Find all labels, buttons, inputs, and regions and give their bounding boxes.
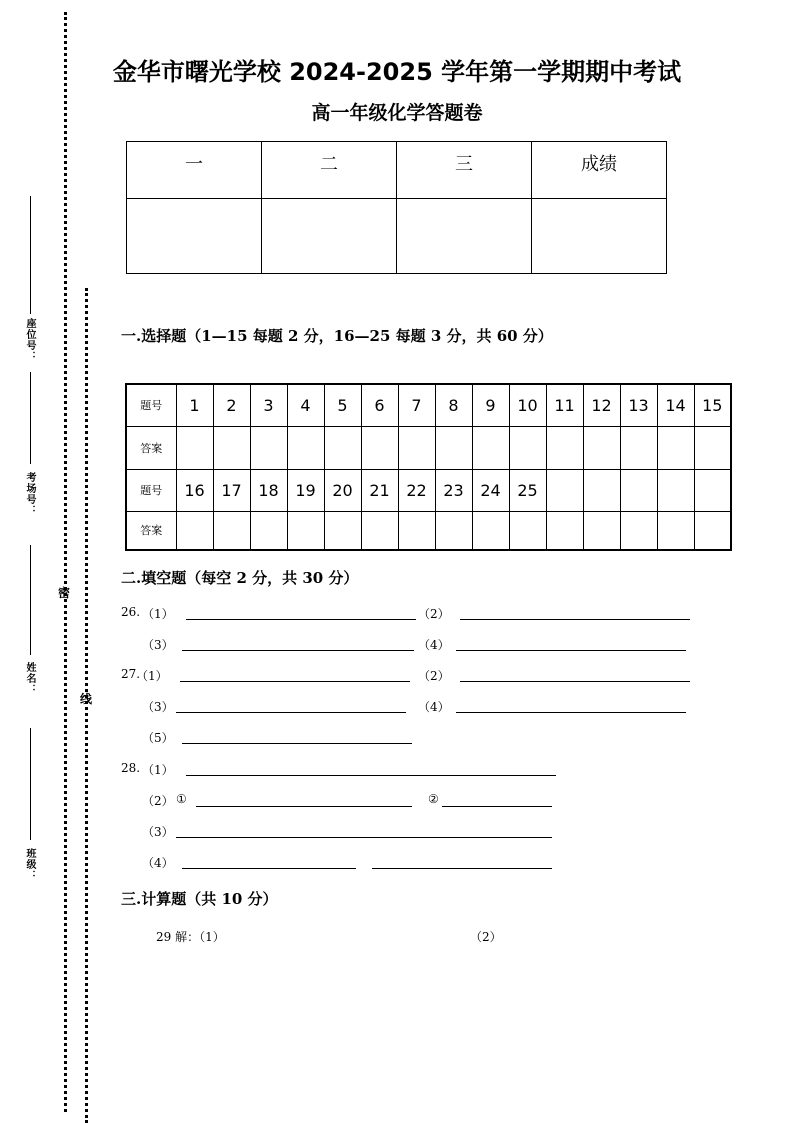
q26-part1-label: （1） xyxy=(142,607,174,621)
score-cell[interactable] xyxy=(262,199,397,274)
question-number: 4 xyxy=(287,384,324,426)
q27-part3-blank[interactable] xyxy=(176,712,406,713)
q28-part3-label: （3） xyxy=(142,825,174,839)
question-number: 25 xyxy=(509,469,546,511)
question-number: 8 xyxy=(435,384,472,426)
q26-part3-label: （3） xyxy=(142,638,174,652)
question-number: 13 xyxy=(620,384,657,426)
score-cell[interactable] xyxy=(127,199,262,274)
question-number: 24 xyxy=(472,469,509,511)
empty-cell xyxy=(546,511,583,550)
q28-part1-blank[interactable] xyxy=(186,775,556,776)
question-number: 16 xyxy=(176,469,213,511)
question-number: 10 xyxy=(509,384,546,426)
score-cell[interactable] xyxy=(397,199,532,274)
q26-part4-blank[interactable] xyxy=(456,650,686,651)
question-number: 15 xyxy=(694,384,731,426)
q27-part2-label: （2） xyxy=(418,669,450,683)
answer-cell[interactable] xyxy=(324,511,361,550)
empty-cell xyxy=(657,469,694,511)
question-number: 5 xyxy=(324,384,361,426)
row-label-answer: 答案 xyxy=(126,511,176,550)
answer-cell[interactable] xyxy=(583,426,620,469)
answer-cell[interactable] xyxy=(435,426,472,469)
answer-cell[interactable] xyxy=(398,511,435,550)
section2-heading: 二.填空题（每空 2 分，共 30 分） xyxy=(121,569,359,587)
answer-cell[interactable] xyxy=(361,426,398,469)
q27-part5-label: （5） xyxy=(142,731,174,745)
q26-part3-blank[interactable] xyxy=(182,650,414,651)
question-number: 1 xyxy=(176,384,213,426)
question-number: 11 xyxy=(546,384,583,426)
answer-cell[interactable] xyxy=(250,426,287,469)
q27-part3-label: （3） xyxy=(142,700,174,714)
answer-cell[interactable] xyxy=(250,511,287,550)
q28-part4-blank1[interactable] xyxy=(182,868,356,869)
question-number: 14 xyxy=(657,384,694,426)
score-header-3: 三 xyxy=(397,142,532,199)
q29-part1-label: 29 解：（1） xyxy=(156,930,225,944)
q26-part1-blank[interactable] xyxy=(186,619,416,620)
name-blank[interactable] xyxy=(30,545,31,655)
question-number: 20 xyxy=(324,469,361,511)
section3-heading: 三.计算题（共 10 分） xyxy=(121,890,278,908)
answer-cell[interactable] xyxy=(435,511,472,550)
q28-number: 28. xyxy=(121,761,141,775)
question-number: 21 xyxy=(361,469,398,511)
answer-cell[interactable] xyxy=(176,426,213,469)
answer-cell[interactable] xyxy=(509,426,546,469)
score-header-2: 二 xyxy=(262,142,397,199)
q28-part2-label: （2） xyxy=(142,794,174,808)
answer-cell[interactable] xyxy=(361,511,398,550)
question-number: 19 xyxy=(287,469,324,511)
answer-cell[interactable] xyxy=(657,426,694,469)
q27-part4-label: （4） xyxy=(418,700,450,714)
empty-cell xyxy=(546,469,583,511)
q28-part1-label: （1） xyxy=(142,763,174,777)
empty-cell xyxy=(620,511,657,550)
answer-cell[interactable] xyxy=(509,511,546,550)
answer-cell[interactable] xyxy=(472,511,509,550)
q28-part2-blank2[interactable] xyxy=(442,806,552,807)
outer-dotted-binding-line xyxy=(64,12,67,1112)
question-number: 7 xyxy=(398,384,435,426)
class-label: 班级： xyxy=(24,848,35,881)
q27-part5-blank[interactable] xyxy=(182,743,412,744)
row-label-number: 题号 xyxy=(126,469,176,511)
question-number: 17 xyxy=(213,469,250,511)
section1-heading: 一.选择题（1—15 每题 2 分，16—25 每题 3 分，共 60 分） xyxy=(121,327,553,345)
page-subtitle: 高一年级化学答题卷 xyxy=(311,102,483,124)
question-number: 3 xyxy=(250,384,287,426)
seal-char-mi: 密 xyxy=(58,586,71,600)
q26-part2-blank[interactable] xyxy=(460,619,690,620)
seat-number-label: 座位号： xyxy=(24,318,35,362)
name-label: 姓名： xyxy=(24,662,35,695)
question-number: 23 xyxy=(435,469,472,511)
empty-cell xyxy=(620,469,657,511)
answer-cell[interactable] xyxy=(398,426,435,469)
score-header-1: 一 xyxy=(127,142,262,199)
question-number: 12 xyxy=(583,384,620,426)
answer-cell[interactable] xyxy=(287,426,324,469)
q26-part2-label: （2） xyxy=(418,607,450,621)
empty-cell xyxy=(694,511,731,550)
answer-cell[interactable] xyxy=(213,426,250,469)
answer-cell[interactable] xyxy=(176,511,213,550)
answer-cell[interactable] xyxy=(472,426,509,469)
q27-part2-blank[interactable] xyxy=(460,681,690,682)
question-number: 18 xyxy=(250,469,287,511)
score-header-total: 成绩 xyxy=(532,142,667,199)
empty-cell xyxy=(583,511,620,550)
question-number: 6 xyxy=(361,384,398,426)
q27-number: 27. xyxy=(121,667,141,681)
q28-part4-label: （4） xyxy=(142,856,174,870)
page-title: 金华市曙光学校 2024-2025 学年第一学期期中考试 xyxy=(112,58,682,86)
class-blank[interactable] xyxy=(30,728,31,840)
question-number: 2 xyxy=(213,384,250,426)
row-label-number: 题号 xyxy=(126,384,176,426)
answer-cell[interactable] xyxy=(324,426,361,469)
q28-part3-blank[interactable] xyxy=(176,837,552,838)
answer-grid xyxy=(125,383,732,551)
q28-part2-blank1[interactable] xyxy=(196,806,412,807)
q27-part4-blank[interactable] xyxy=(456,712,686,713)
q26-number: 26. xyxy=(121,605,141,619)
question-number: 22 xyxy=(398,469,435,511)
exam-room-label: 考场号： xyxy=(24,472,35,516)
q27-part1-label: （1） xyxy=(136,669,168,683)
question-number: 9 xyxy=(472,384,509,426)
score-cell[interactable] xyxy=(532,199,667,274)
score-table xyxy=(126,141,667,274)
q29-part2-label: （2） xyxy=(470,930,502,944)
empty-cell xyxy=(657,511,694,550)
empty-cell xyxy=(694,469,731,511)
answer-cell[interactable] xyxy=(694,426,731,469)
row-label-answer: 答案 xyxy=(126,426,176,469)
q28-circle1: ① xyxy=(176,792,187,806)
q28-part4-blank2[interactable] xyxy=(372,868,552,869)
seal-char-xian: 线 xyxy=(80,692,93,706)
q27-part1-blank[interactable] xyxy=(180,681,410,682)
empty-cell xyxy=(583,469,620,511)
seat-number-blank[interactable] xyxy=(30,196,31,314)
answer-cell[interactable] xyxy=(620,426,657,469)
exam-room-blank[interactable] xyxy=(30,372,31,464)
answer-cell[interactable] xyxy=(546,426,583,469)
q26-part4-label: （4） xyxy=(418,638,450,652)
q28-circle2: ② xyxy=(428,792,439,806)
answer-cell[interactable] xyxy=(213,511,250,550)
answer-cell[interactable] xyxy=(287,511,324,550)
